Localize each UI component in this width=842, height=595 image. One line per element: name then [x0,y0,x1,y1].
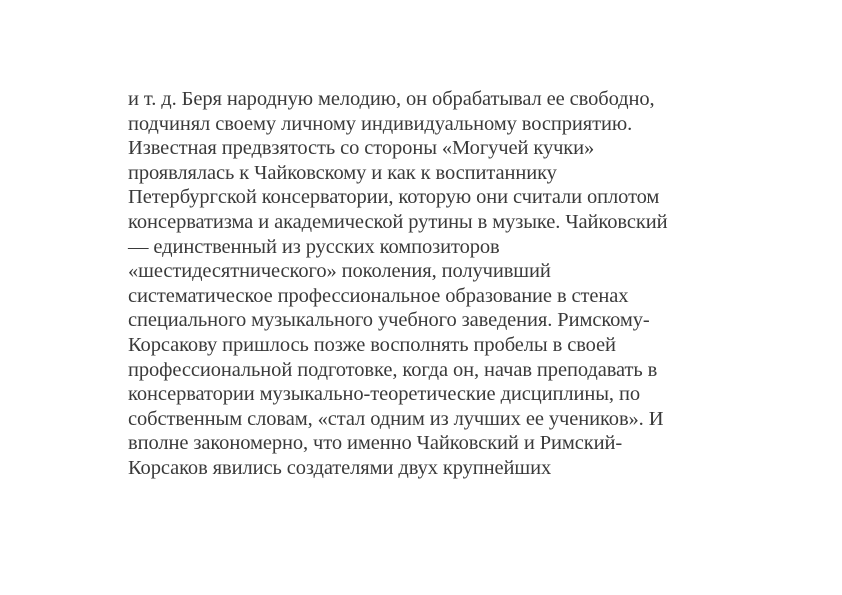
text-line: Корсаков явились создателями двух крупнейших [128,456,552,479]
text-line: профессиональной подготовке, когда он, начав преподавать в [128,358,658,381]
text-line: и т. д. Беря народную мелодию, он обрабатывал ее свободно, [128,88,655,110]
text-line: — единственный из русских композиторов [128,235,500,258]
text-line: подчинял своему личному индивидуальному восприятию. [128,112,633,135]
text-line: консерватизма и академической рутины в музыке. Чайковский [128,210,668,233]
text-line: специального музыкального учебного заведения. Римскому- [128,309,650,332]
text-line: Корсакову пришлось позже восполнять пробелы в своей [128,333,616,356]
text-line: вполне закономерно, что именно Чайковский и Римский- [128,432,623,455]
text-line: систематическое профессиональное образование в стенах [128,284,629,307]
text-line: «шестидесятнического» поколения, получивший [128,260,551,283]
text-line: собственным словам, «стал одним из лучших ее учеников». И [128,407,664,430]
text-line: Известная предвзятость со стороны «Могучей кучки» [128,137,595,160]
text-line: консерватории музыкально-теоретические дисциплины, по [128,383,641,406]
text-line: Петербургской консерватории, которую они считали оплотом [128,186,660,209]
body-text [128,87,728,481]
text-line: проявлялась к Чайковскому и как к воспитаннику [128,161,557,184]
